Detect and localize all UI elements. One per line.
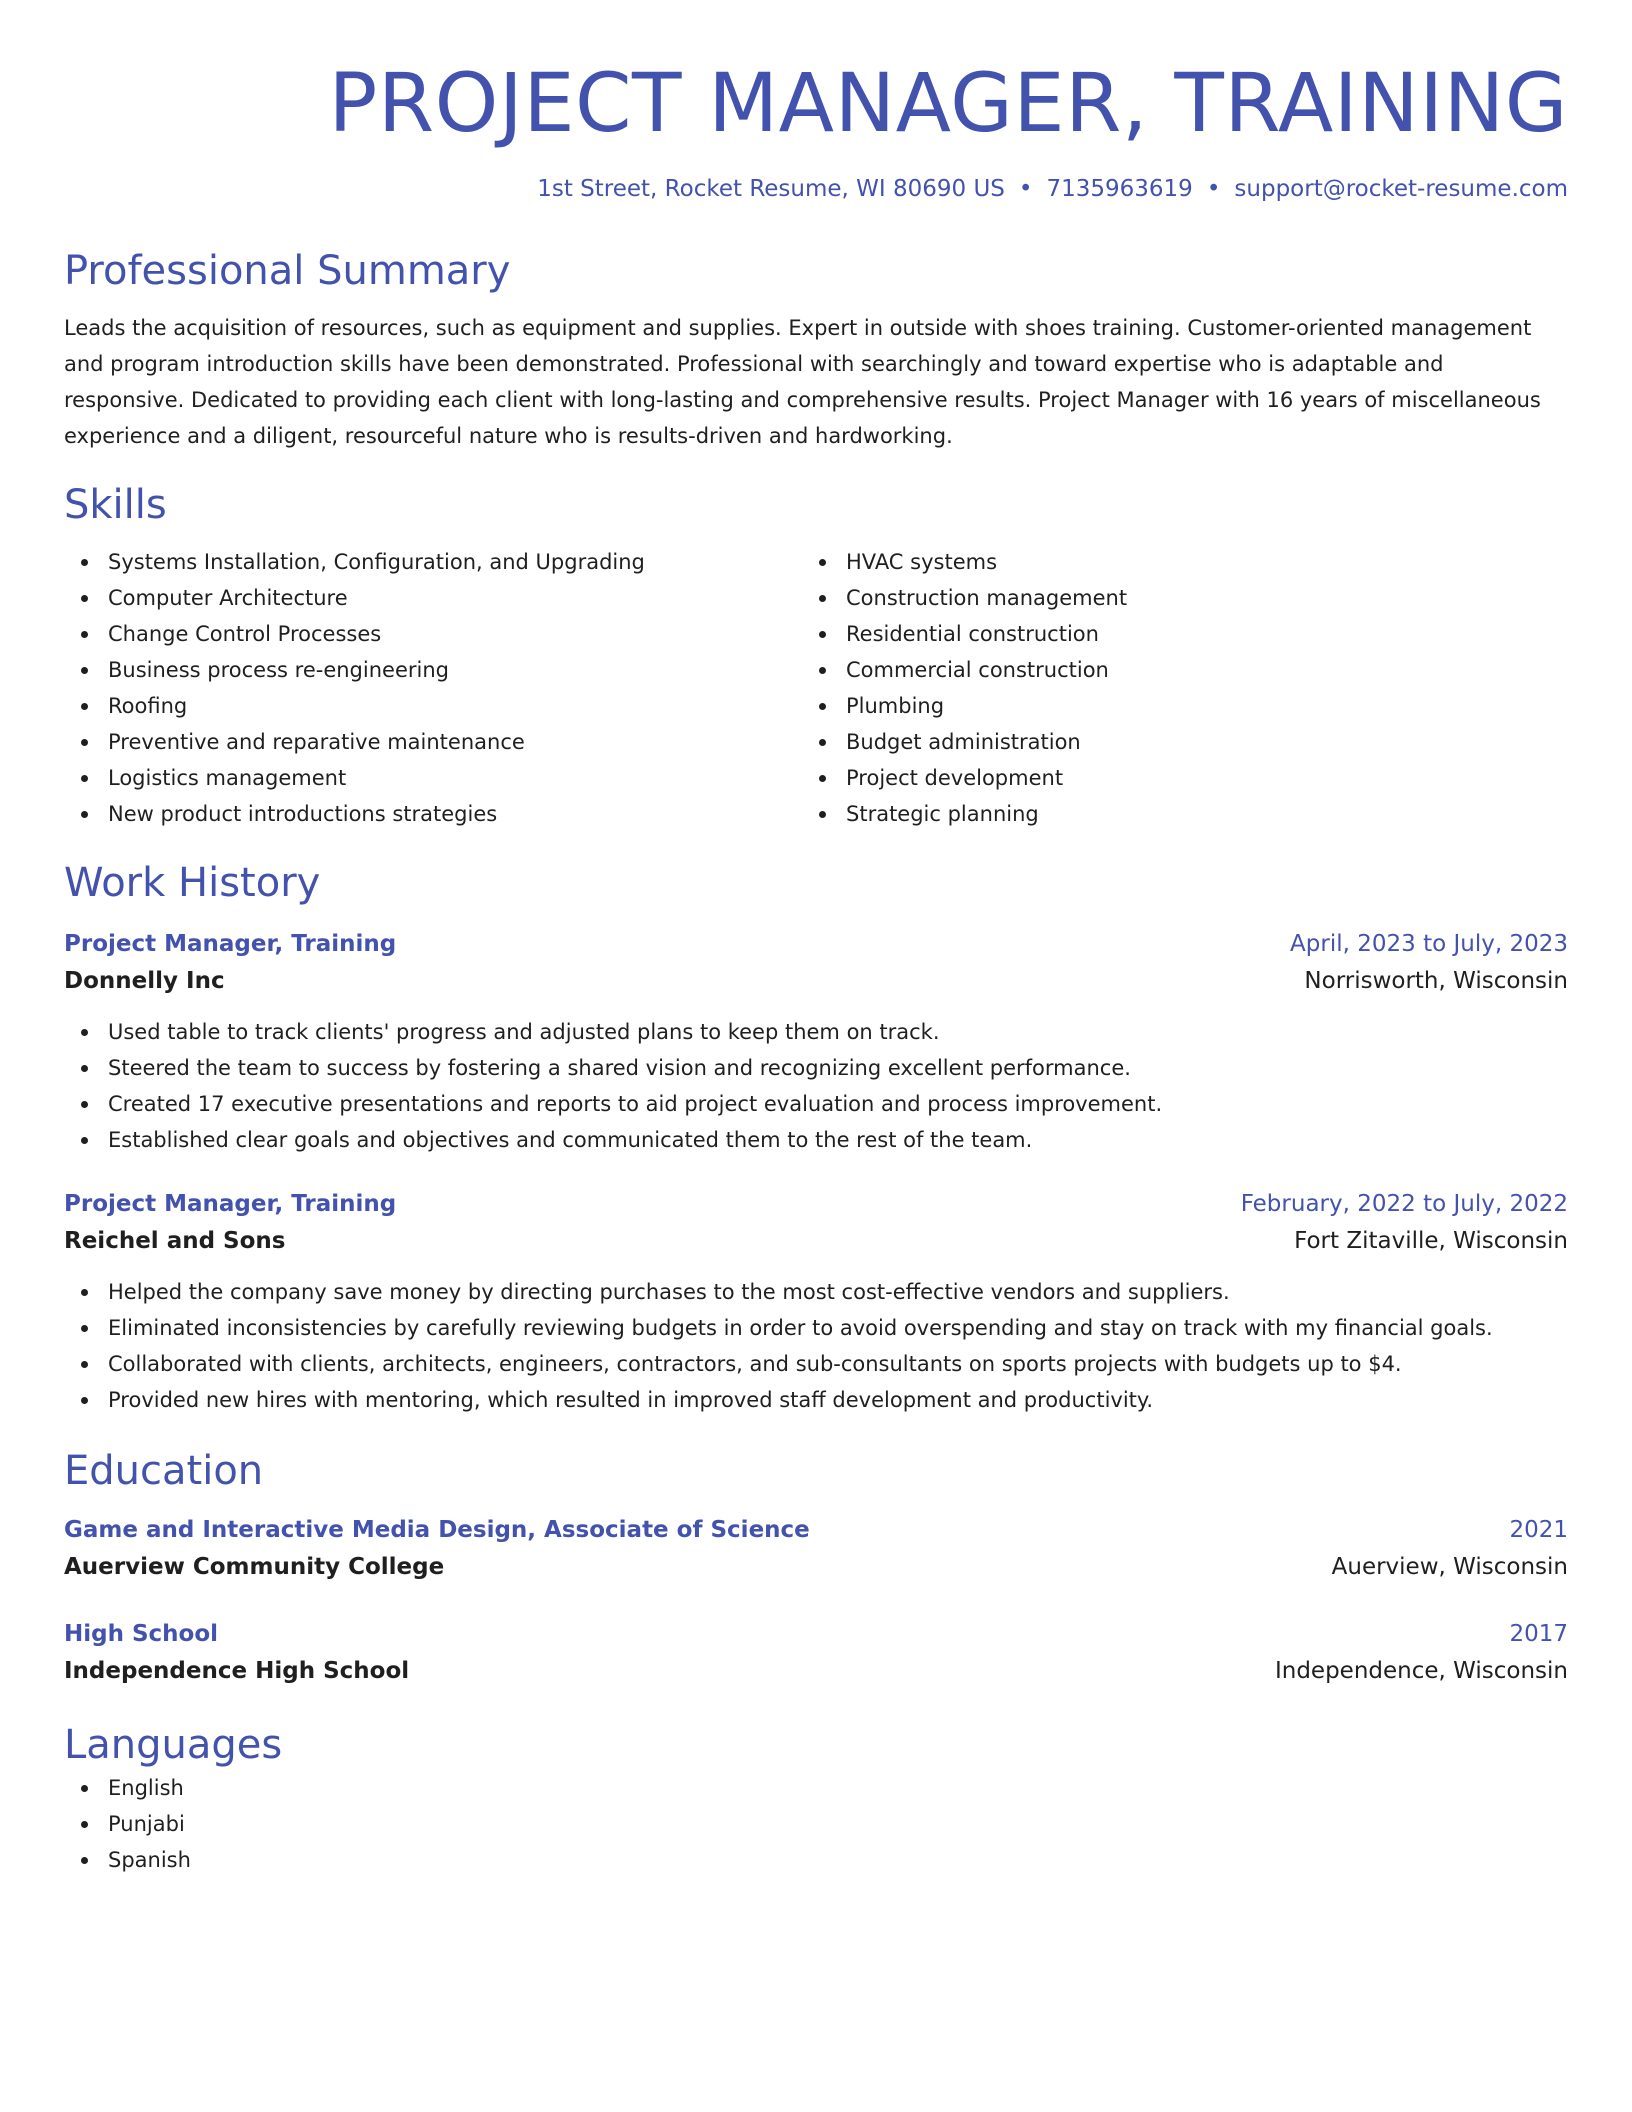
languages-list — [64, 1770, 1568, 1878]
job-location: Fort Zitaville, Wisconsin — [1294, 1228, 1568, 1254]
languages-heading: Languages — [64, 1722, 283, 1768]
skill-item: Change Control Processes — [64, 616, 802, 652]
skills-columns — [64, 544, 1568, 832]
skills-heading: Skills — [64, 482, 167, 528]
degree: Game and Interactive Media Design, Associate of Science — [64, 1517, 810, 1543]
summary-heading: Professional Summary — [64, 248, 511, 294]
language-item: Spanish — [64, 1842, 1568, 1878]
education-heading: Education — [64, 1448, 264, 1494]
skills-list-right — [802, 544, 1540, 832]
job-subheader — [64, 1222, 1568, 1260]
company-name: Donnelly Inc — [64, 968, 225, 994]
job-entry — [64, 1186, 1568, 1418]
job-title: Project Manager, Training — [64, 931, 397, 957]
job-dates: February, 2022 to July, 2022 — [1240, 1191, 1568, 1217]
skill-item: Construction management — [802, 580, 1540, 616]
skill-item: Project development — [802, 760, 1540, 796]
skill-item: HVAC systems — [802, 544, 1540, 580]
job-entry — [64, 926, 1568, 1158]
education-header — [64, 1616, 1568, 1652]
skill-item: Strategic planning — [802, 796, 1540, 832]
work-history-heading: Work History — [64, 860, 321, 906]
school-name: Auerview Community College — [64, 1554, 445, 1580]
job-subheader — [64, 962, 1568, 1000]
address: 1st Street, Rocket Resume, WI 80690 US — [537, 176, 1005, 202]
duty-item: Provided new hires with mentoring, which resulted in improved staff development and productivity. — [64, 1382, 1568, 1418]
duty-item: Collaborated with clients, architects, engineers, contractors, and sub-consultants on sports projects with budgets up to $4. — [64, 1346, 1568, 1382]
skill-item: Systems Installation, Configuration, and Upgrading — [64, 544, 802, 580]
duty-item: Helped the company save money by directing purchases to the most cost-effective vendors and suppliers. — [64, 1274, 1568, 1310]
education-header — [64, 1512, 1568, 1548]
school-name: Independence High School — [64, 1658, 410, 1684]
skill-item: Roofing — [64, 688, 802, 724]
summary-text: Leads the acquisition of resources, such as equipment and supplies. Expert in outside with shoes training. Customer-oriented management and program introduction skills have been demonstrated. Professional with searchingly and toward expertise who is adaptable and responsive. Dedicated to providing each client with long-lasting and comprehensive results. Project Manager with 16 years of miscellaneous experience and a diligent, resourceful nature who is results-driven and hardworking. — [64, 316, 1541, 448]
education-subheader — [64, 1652, 1568, 1690]
job-header — [64, 1186, 1568, 1222]
language-item: Punjabi — [64, 1806, 1568, 1842]
education-entry — [64, 1512, 1568, 1586]
job-dates: April, 2023 to July, 2023 — [1290, 931, 1568, 957]
duty-item: Eliminated inconsistencies by carefully reviewing budgets in order to avoid overspending and stay on track with my financial goals. — [64, 1310, 1568, 1346]
education-entry — [64, 1616, 1568, 1690]
graduation-year: 2021 — [1509, 1517, 1568, 1543]
separator-dot: • — [1018, 176, 1033, 202]
contact-line — [64, 172, 1568, 206]
school-location: Auerview, Wisconsin — [1331, 1554, 1568, 1580]
phone[interactable]: 7135963619 — [1046, 176, 1193, 202]
skill-item: Computer Architecture — [64, 580, 802, 616]
job-duties — [64, 1014, 1568, 1158]
duty-item: Steered the team to success by fostering a shared vision and recognizing excellent performance. — [64, 1050, 1568, 1086]
job-title: Project Manager, Training — [64, 1191, 397, 1217]
job-location: Norrisworth, Wisconsin — [1304, 968, 1568, 994]
skill-item: Residential construction — [802, 616, 1540, 652]
skill-item: Preventive and reparative maintenance — [64, 724, 802, 760]
separator-dot: • — [1206, 176, 1221, 202]
skill-item: Logistics management — [64, 760, 802, 796]
duty-item: Created 17 executive presentations and reports to aid project evaluation and process improvement. — [64, 1086, 1568, 1122]
language-item: English — [64, 1770, 1568, 1806]
degree: High School — [64, 1621, 219, 1647]
skill-item: Budget administration — [802, 724, 1540, 760]
skill-item: Commercial construction — [802, 652, 1540, 688]
company-name: Reichel and Sons — [64, 1228, 286, 1254]
job-duties — [64, 1274, 1568, 1418]
skill-item: New product introductions strategies — [64, 796, 802, 832]
email-link[interactable]: support@rocket-resume.com — [1234, 176, 1568, 202]
duty-item: Established clear goals and objectives and communicated them to the rest of the team. — [64, 1122, 1568, 1158]
job-header — [64, 926, 1568, 962]
skill-item: Business process re-engineering — [64, 652, 802, 688]
skill-item: Plumbing — [802, 688, 1540, 724]
resume-title: PROJECT MANAGER, TRAINING — [328, 57, 1568, 151]
skills-list-left — [64, 544, 802, 832]
education-subheader — [64, 1548, 1568, 1586]
duty-item: Used table to track clients' progress and adjusted plans to keep them on track. — [64, 1014, 1568, 1050]
graduation-year: 2017 — [1509, 1621, 1568, 1647]
school-location: Independence, Wisconsin — [1274, 1658, 1568, 1684]
